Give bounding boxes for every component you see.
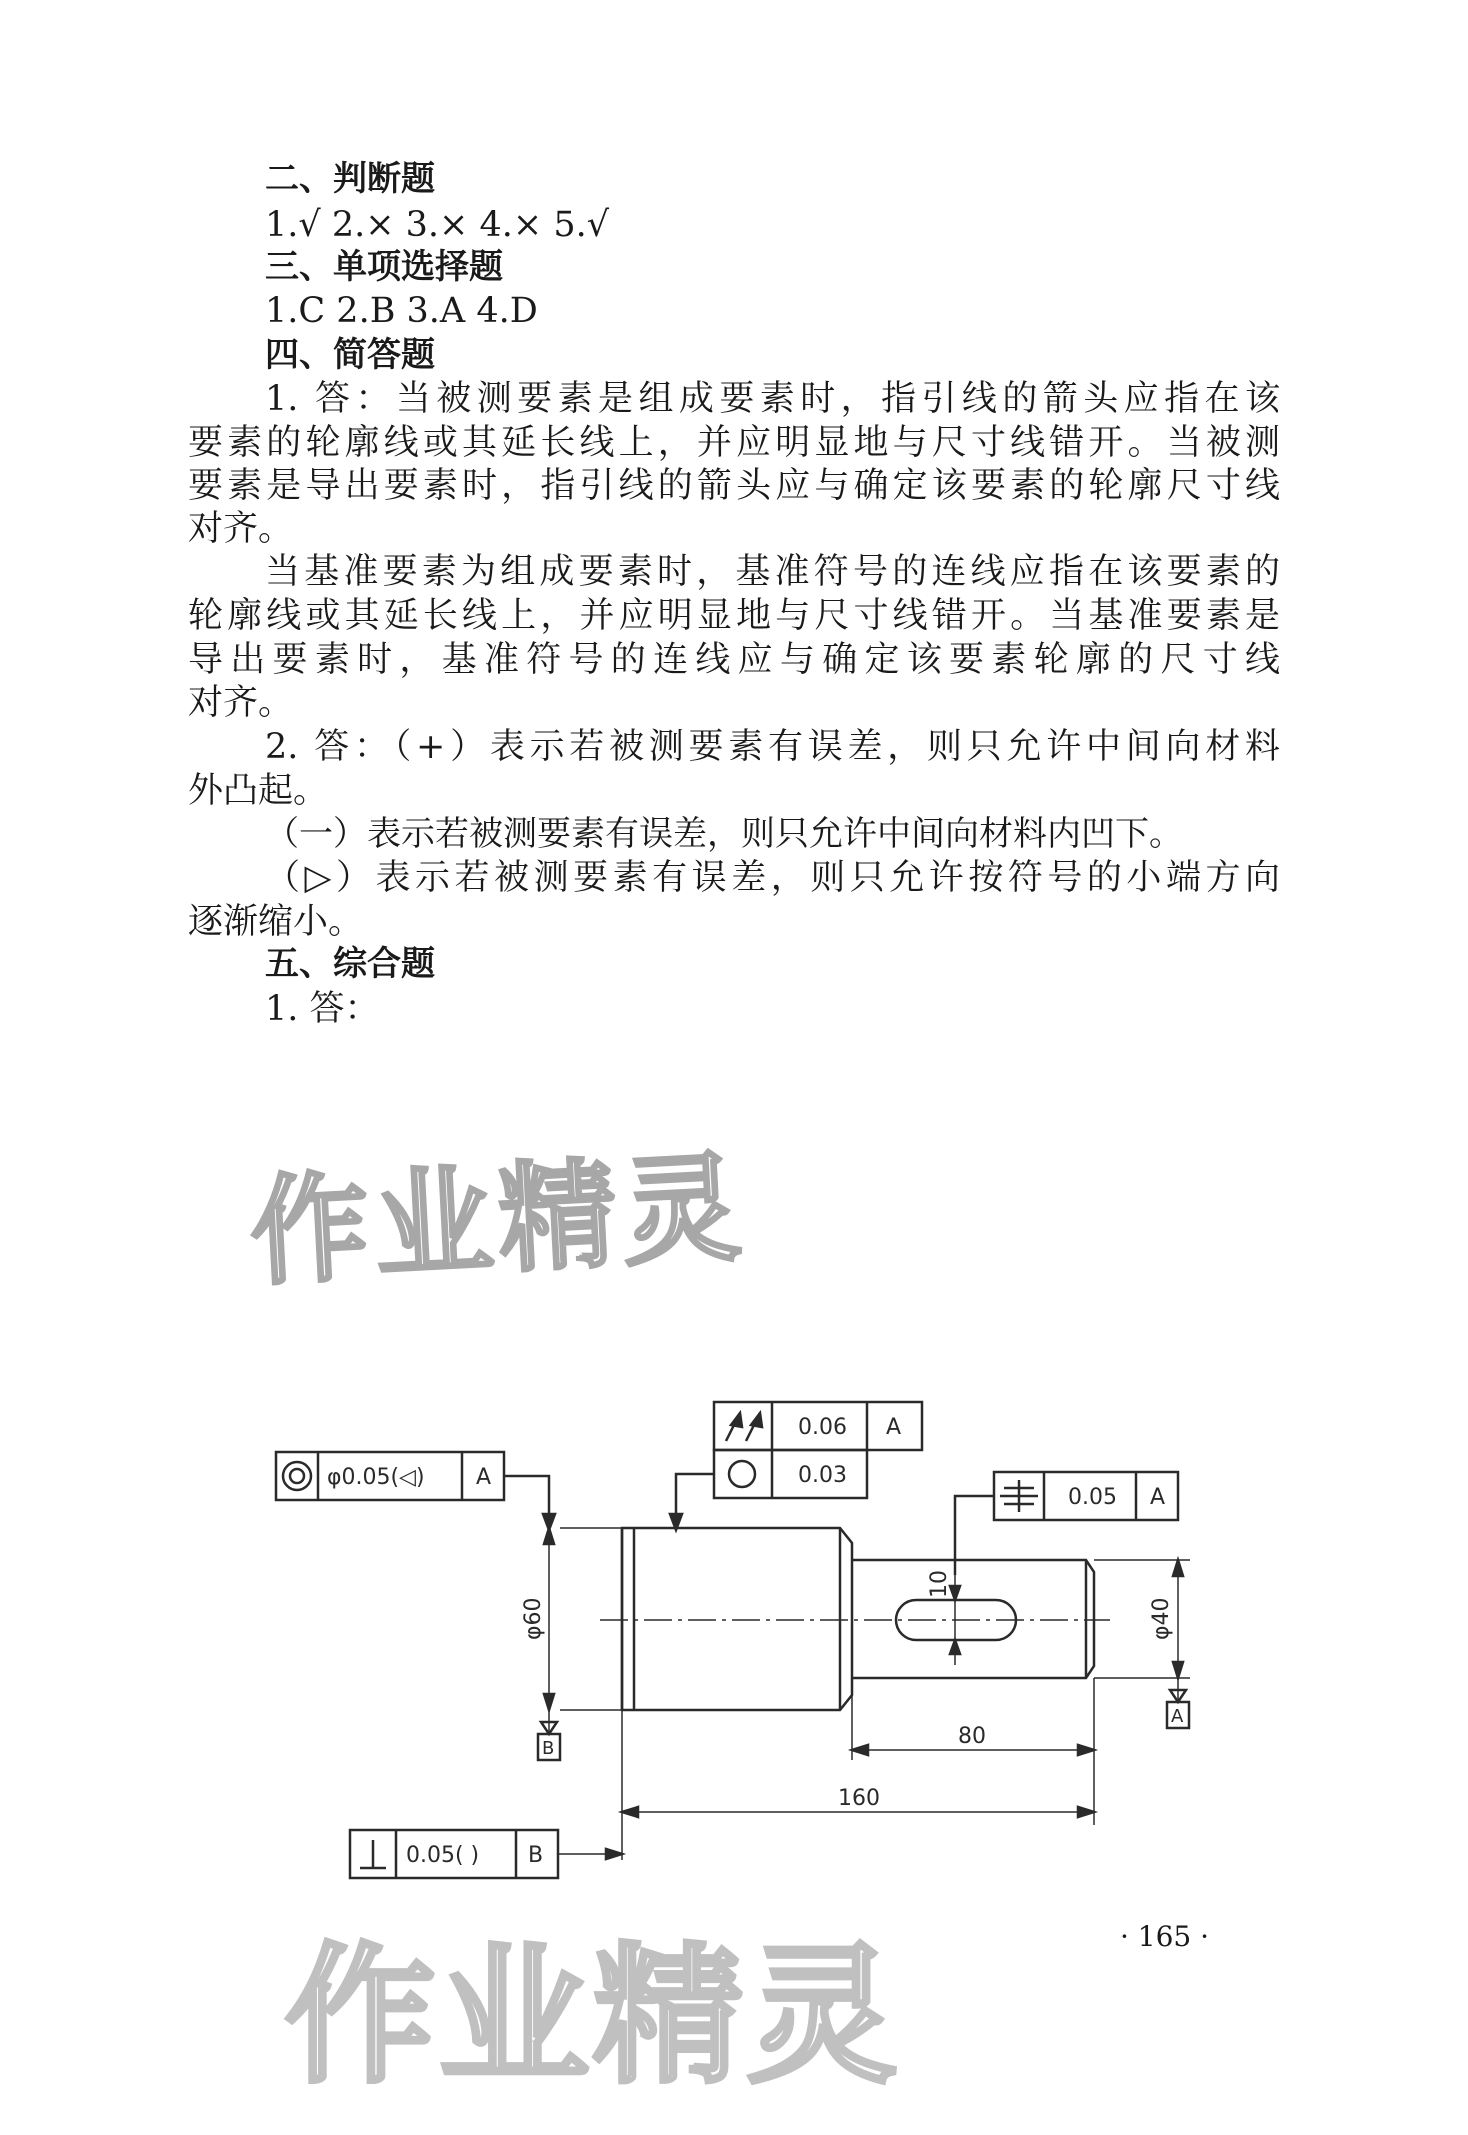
q1-line2: 要素的轮廓线或其延长线上，并应明显地与尺寸线错开。当被测: [188, 423, 1280, 463]
judge-answers: 1.√ 2.× 3.× 4.× 5.√: [265, 205, 610, 245]
q1-line3: 要素是导出要素时，指引线的箭头应与确定该要素的轮廓尺寸线: [188, 466, 1280, 506]
dim-keyway-10: 10: [927, 1570, 952, 1598]
section-judge-title: 二、判断题: [265, 159, 435, 199]
symmetry-datum: A: [1150, 1485, 1166, 1510]
watermark-center: 作业精灵: [247, 1138, 750, 1302]
coaxiality-datum: A: [476, 1465, 492, 1490]
coaxiality-icon: [283, 1462, 311, 1490]
comp-q1: 1. 答：: [265, 989, 380, 1029]
q1-p2-line4: 对齐。: [188, 683, 294, 723]
q1-p2-line1: 当基准要素为组成要素时，基准符号的连线应指在该要素的: [265, 552, 1280, 592]
datum-a-label: A: [1171, 1706, 1184, 1727]
large-cylinder: [622, 1528, 852, 1710]
dim-phi40: φ40: [1149, 1597, 1174, 1640]
coaxiality-value: φ0.05(◁): [327, 1465, 425, 1490]
q1-p2-line3: 导出要素时，基准符号的连线应与确定该要素轮廓的尺寸线: [188, 640, 1280, 680]
small-cylinder: [852, 1560, 1094, 1678]
dim-phi60: φ60: [521, 1597, 546, 1640]
q2-p3-line1: （▷）表示若被测要素有误差，则只允许按符号的小端方向: [265, 858, 1280, 898]
q1-line4: 对齐。: [188, 509, 294, 549]
dim-80: 80: [958, 1724, 986, 1749]
q2-p2: （一）表示若被测要素有误差，则只允许中间向材料内凹下。: [265, 814, 1183, 854]
q2-p3-line2: 逐渐缩小。: [188, 902, 364, 942]
runout-datum: A: [886, 1415, 902, 1440]
roundness-value: 0.03: [798, 1463, 847, 1488]
section-choice-title: 三、单项选择题: [265, 247, 503, 287]
perp-datum: B: [528, 1843, 544, 1868]
runout-value: 0.06: [798, 1415, 847, 1440]
datum-b-label: B: [542, 1738, 555, 1759]
q2-line2: 外凸起。: [188, 771, 329, 811]
section-comp-title: 五、综合题: [265, 944, 435, 984]
perp-value: 0.05( ): [406, 1843, 480, 1868]
watermark-bottom: 作业精灵: [285, 1930, 902, 2104]
section-short-title: 四、简答题: [265, 335, 435, 375]
roundness-icon: [729, 1461, 755, 1487]
q1-p2-line2: 轮廓线或其延长线上，并应明显地与尺寸线错开。当基准要素是: [188, 596, 1280, 636]
choice-answers: 1.C 2.B 3.A 4.D: [265, 291, 538, 331]
page-number: · 165 ·: [1120, 1920, 1210, 1953]
dim-160: 160: [838, 1786, 880, 1811]
q2-line1: 2. 答：（+）表示若被测要素有误差，则只允许中间向材料: [265, 727, 1280, 767]
symmetry-value: 0.05: [1068, 1485, 1117, 1510]
q1-line1: 1. 答：当被测要素是组成要素时，指引线的箭头应指在该: [265, 379, 1280, 419]
